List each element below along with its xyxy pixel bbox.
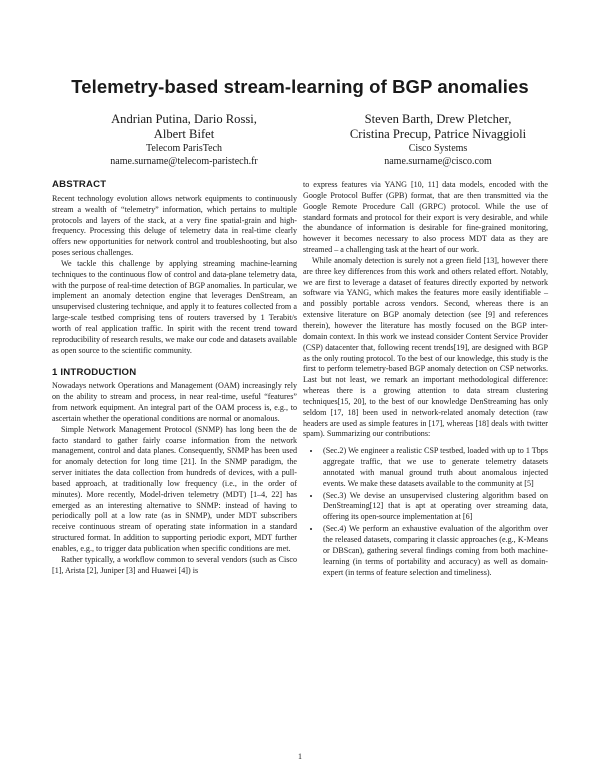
- page-number: 1: [298, 752, 302, 761]
- contribution-item: • (Sec.4) We perform an exhaustive evaluation of the algorithm over the released datasets, comparing it classic approaches (e.g., K-Means or DBScan), gathering several findings coming from both machine-learning (in terms of portability and accuracy) as well as domain-expert (in terms of feature selection and timeliness).: [321, 524, 548, 578]
- abstract-heading: ABSTRACT: [52, 179, 107, 190]
- author-names-line1: Steven Barth, Drew Pletcher,: [364, 112, 512, 126]
- introduction-heading: 1 INTRODUCTION: [52, 366, 137, 378]
- intro-paragraph-continued: to express features via YANG [10, 11] data models, encoded with the Google Protocol Buffer (GPB) format, that are then transmitted via the Google Remote Procedure Call (GRPC) protocol. While the use of standard formats and protocol for their export is very desirable, and while the abundance of information is desirable for fine-grained monitoring, however it becomes necessary to also process MDT data as they are streamed – a challenging task at the heart of our work.: [303, 180, 548, 255]
- left-column: [52, 180, 297, 577]
- author-block-left: [84, 112, 284, 168]
- paper-title: Telemetry-based stream-learning of BGP anomalies: [71, 76, 529, 97]
- author-block-right: [328, 112, 548, 168]
- author-affiliation: Telecom ParisTech: [145, 143, 223, 154]
- intro-paragraph: Rather typically, a workflow common to several vendors (such as Cisco [1], Arista [2], Juniper [3] and Huawei [4]) is: [52, 554, 297, 575]
- author-names-line2: Albert Bifet: [153, 127, 215, 141]
- abstract-paragraph: We tackle this challenge by applying streaming machine-learning techniques to the continuous flow of control and data-plane telemetry data, with the purpose of real-time detection of BGP anomalies. In particular, we implement an anomaly detection engine that leverages DenStream, an unsupervised clustering technique, and apply it to features collected from a large-scale testbed comprising tens of routers traversed by 1 Terabit/s worth of real application traffic. In spirit with the recent trend toward reproducibility of research results, we make our code and datasets available as open source to the scientific community.: [52, 258, 297, 355]
- author-names-line2: Cristina Precup, Patrice Nivaggioli: [349, 127, 527, 141]
- contribution-item: • (Sec.3) We devise an unsupervised clustering algorithm based on DenStreaming[12] that is apt at operating over streaming data, offering its open-source implementation at [6]: [321, 491, 548, 524]
- intro-paragraph: Nowadays network Operations and Management (OAM) increasingly rely on the ability to stream and process, in near real-time, useful “features” from network equipment. An integral part of the OAM process is, e.g., to ascertain whether the operational conditions are normal or anomalous.: [52, 381, 297, 423]
- author-names-line1: Andrian Putina, Dario Rossi,: [111, 112, 257, 126]
- right-column: [303, 180, 548, 579]
- contribution-item: • (Sec.2) We engineer a realistic CSP testbed, loaded with up to 1 Tbps aggregate traffic, that we use to generate telemetry datasets annotated with manual ground truth about anomalous injected events. We make these datasets available to the community at [5]: [321, 446, 548, 489]
- contributions-list: [303, 446, 548, 578]
- abstract-paragraph: Recent technology evolution allows network equipments to continuously stream a wealth of “telemetry” information, which pertains to multiple protocols and layers of the stack, at a very fine spatial-grain and high-frequency. Processing this deluge of telemetry data in real-time clearly offers new opportunities for network control and troubleshooting, but also poses serious challenges.: [52, 193, 297, 258]
- author-email: name.surname@telecom-paristech.fr: [110, 156, 258, 167]
- author-email: name.surname@cisco.com: [384, 156, 492, 167]
- author-affiliation: Cisco Systems: [408, 143, 468, 154]
- intro-paragraph: Simple Network Management Protocol (SNMP) has long been the de facto standard to gather fairly coarse information from the network management, control and data planes. Consequently, SNMP has been used for anomaly detection for long time [21]. In the SNMP paradigm, the server initiates the data collection from hundreds of devices, with a pull-based approach, at traditionally low frequency (i.e., in the order of minutes). More recently, Model-driven telemetry (MDT) [1–4, 22] has emerged as an interesting alternative to SNMP: instead of having to periodically poll at a low rate (as in SNMP), under MDT subscribers receive continuous stream of operating state information in a standard structured format. In addition to supporting periodic export, MDT further enables, e.g., to trigger data publication when specific conditions are met.: [52, 424, 297, 553]
- intro-paragraph: While anomaly detection is surely not a green field [13], however there are three key differences from this work and others related effort. Notably, we are first to leverage a dataset of features directly exported by network software via YANG, which makes the features more easily identifiable – and possibly portable across vendors. Second, whereas there is an extensive literature on BGP anomaly detection (see [9] and references therein), however the literature has mostly focused on the BGP inter-domain context. In this work we instead consider Content Service Provider (CSP) datacenter that, following recent trends[19], are designed with BGP as the only routing protocol. To the best of our knowledge, this study is the first to perform telemetry-based BGP anomaly detection on CSP networks. Last but not least, we remark an important methodological difference: whereas there is a growing attention to data stream clustering techniques[15, 20], to the best of our knowledge DenStreaming has only seldom [17, 18] been used in network-related anomaly detection (raw headers are used as simple features in [17], whereas [18] deals with twitter spam). Summarizing our contributions:: [303, 255, 548, 439]
